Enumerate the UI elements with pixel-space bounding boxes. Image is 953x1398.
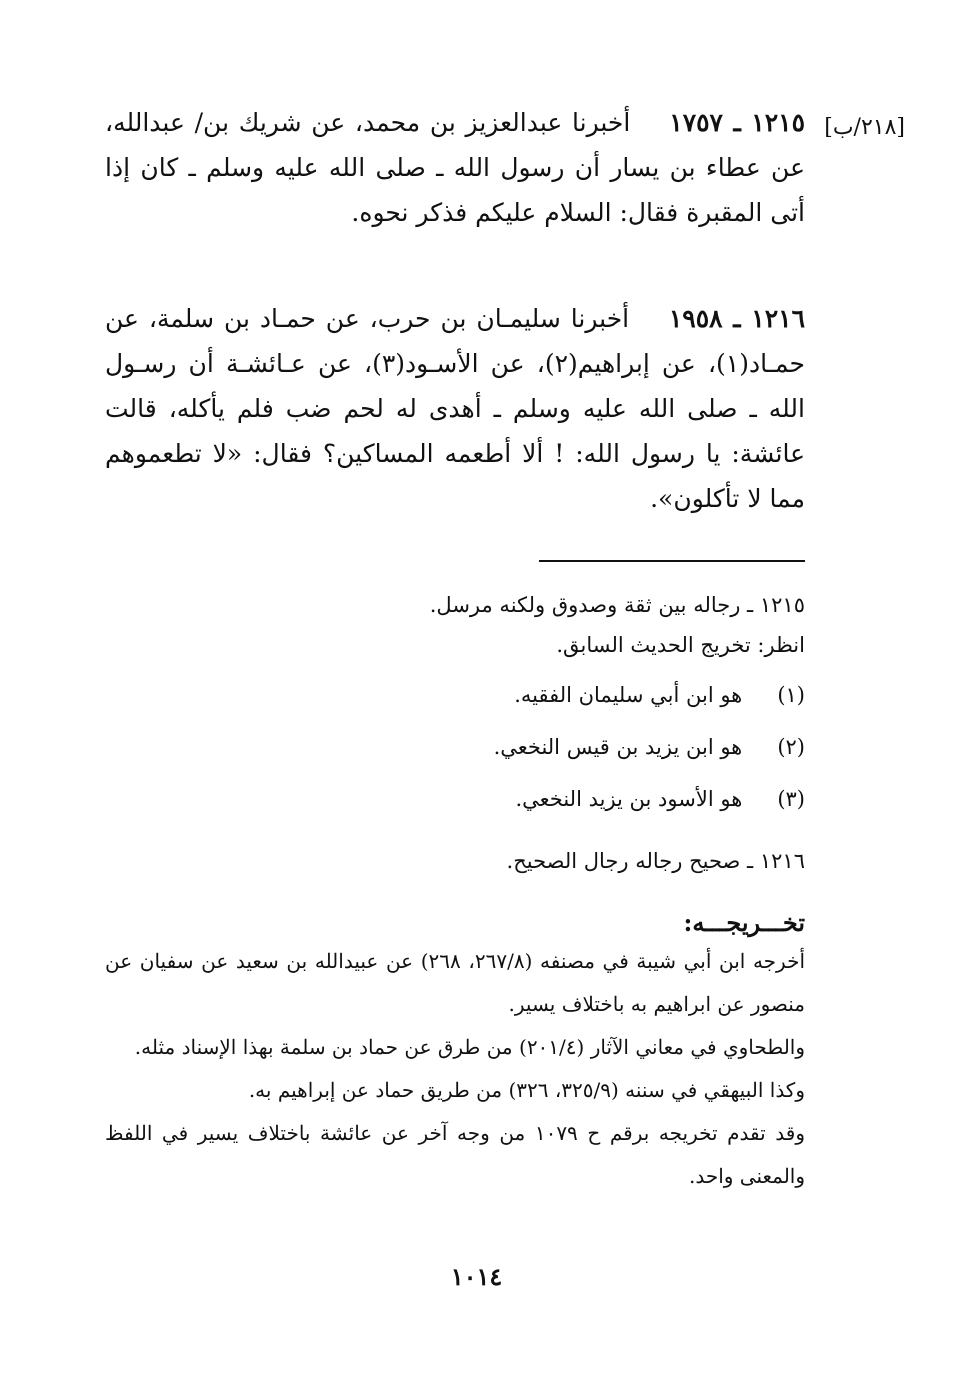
footnote-marker: (٢) — [777, 735, 805, 759]
margin-folio-reference: [٢١٨/ب] — [824, 115, 905, 140]
hadith-1216-text: أخبرنا سليمـان بن حرب، عن حمـاد بن سلمة، عن حمـاد(١)، عن إبراهيم(٢)، عن الأسـود(٣)، عن عـائشـة أن رسـول الله ـ صلى الله عليه وسلم ـ أهدى له لحم ضب فلم يأكله، قالت عائشة: يا رسول الله: ! ألا أطعمه المساكين؟ فقال: «لا تطعموهم مما لا تأكلون». — [105, 304, 805, 513]
hadith-1215 — [105, 100, 805, 235]
hadith-1215-number: ١٢١٥ ـ ١٧٥٧ — [669, 108, 805, 137]
takhrij-heading: تخـــريجـــه: — [683, 908, 805, 937]
takhrij-body — [105, 940, 805, 1198]
footnote-text: هو ابن يزيد بن قيس النخعي. — [493, 735, 743, 759]
footnote-divider — [539, 560, 805, 562]
takhrij-paragraph: وكذا البيهقي في سننه (٣٢٥/٩، ٣٢٦) من طريق حماد عن إبراهيم به. — [248, 1078, 805, 1102]
footnote-1216: ١٢١٦ ـ صحيح رجاله رجال الصحيح. — [506, 849, 805, 873]
takhrij-paragraph: والطحاوي في معاني الآثار (٢٠١/٤) من طرق عن حماد بن سلمة بهذا الإسناد مثله. — [134, 1035, 805, 1059]
footnote-marker: (١) — [777, 683, 805, 707]
footnote-text: هو الأسود بن يزيد النخعي. — [515, 787, 743, 811]
footnote-marker: (٣) — [777, 787, 805, 811]
footnote-1215-see-also: انظر: تخريج الحديث السابق. — [556, 633, 805, 657]
footnote-note-3 — [105, 784, 805, 814]
hadith-1215-text: أخبرنا عبدالعزيز بن محمد، عن شريك بن/ عبدالله، عن عطاء بن يسار أن رسول الله ـ صلى الله عليه وسلم ـ كان إذا أتى المقبرة فقال: السلام عليكم فذكر نحوه. — [105, 108, 805, 227]
hadith-1216 — [105, 296, 805, 521]
footnote-text: هو ابن أبي سليمان الفقيه. — [514, 683, 743, 707]
takhrij-paragraph: أخرجه ابن أبي شيبة في مصنفه (٢٦٧/٨، ٢٦٨) عن عبيدالله بن سعيد عن سفيان عن منصور عن ابراهيم به باختلاف يسير. — [105, 949, 806, 1016]
page-number: ١٠١٤ — [450, 1262, 503, 1291]
footnote-note-2 — [105, 732, 805, 762]
hadith-1216-number: ١٢١٦ ـ ١٩٥٨ — [668, 304, 805, 333]
footnote-1215: ١٢١٥ ـ رجاله بين ثقة وصدوق ولكنه مرسل. — [429, 593, 805, 617]
footnote-note-1 — [105, 680, 805, 710]
takhrij-paragraph: وقد تقدم تخريجه برقم ح ١٠٧٩ من وجه آخر عن عائشة باختلاف يسير في اللفظ والمعنى واحد. — [105, 1121, 805, 1188]
